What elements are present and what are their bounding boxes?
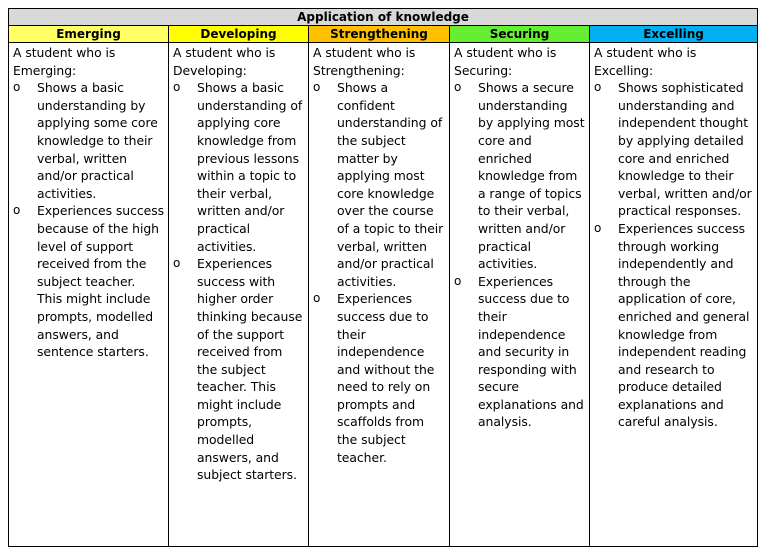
criteria-list: [313, 79, 445, 466]
bullet-marker: o: [313, 291, 321, 306]
bullet-marker: o: [13, 203, 21, 218]
level-header-excelling: Excelling: [590, 26, 758, 43]
criteria-list: [594, 79, 753, 431]
level-intro: A student who is Developing:: [173, 45, 276, 78]
level-description-excelling: [590, 43, 758, 547]
bullet-marker: o: [454, 273, 462, 288]
bullet-marker: o: [13, 80, 21, 95]
application-of-knowledge-table: [8, 8, 758, 547]
criteria-item: [313, 290, 445, 466]
bullet-marker: o: [594, 220, 602, 235]
level-header-row: [9, 26, 758, 43]
level-description-row: [9, 43, 758, 547]
criteria-item: [454, 273, 585, 431]
criteria-text: Shows a basic understanding of applying core knowledge from previous lessons within a topic to their verbal, written and/or practical activities.: [197, 80, 303, 254]
bullet-marker: o: [454, 80, 462, 95]
bullet-marker: o: [173, 256, 181, 271]
criteria-text: Shows a secure understanding by applying most core and enriched knowledge from a range of topics to their verbal, written and/or practical activities.: [478, 80, 585, 272]
criteria-text: Experiences success through working independently and through the application of core, enriched and general knowledge from independent reading and research to produce detailed explanations and careful analysis.: [618, 220, 750, 430]
level-description-developing: [169, 43, 309, 547]
criteria-item: [454, 79, 585, 273]
level-description-securing: [450, 43, 590, 547]
criteria-item: [594, 79, 753, 220]
criteria-text: Shows a basic understanding by applying some core knowledge to their verbal, written and/or practical activities.: [37, 80, 158, 201]
table-title: Application of knowledge: [9, 9, 758, 26]
bullet-marker: o: [594, 80, 602, 95]
level-description-strengthening: [309, 43, 450, 547]
title-row: [9, 9, 758, 26]
criteria-text: Experiences success due to their independence and security in responding with secure explanations and analysis.: [478, 273, 584, 430]
level-intro: A student who is Strengthening:: [313, 45, 416, 78]
criteria-item: [594, 220, 753, 431]
level-header-strengthening: Strengthening: [309, 26, 450, 43]
criteria-item: [13, 79, 164, 202]
criteria-text: Shows sophisticated understanding and independent thought by applying detailed core and enriched knowledge to their verbal, written and/or practical responses.: [618, 80, 752, 219]
criteria-text: Experiences success due to their independence and without the need to rely on prompts and scaffolds from the subject teacher.: [337, 291, 435, 465]
criteria-item: [173, 79, 304, 255]
bullet-marker: o: [313, 80, 321, 95]
criteria-list: [13, 79, 164, 361]
level-intro: A student who is Emerging:: [13, 45, 116, 78]
level-description-emerging: [9, 43, 169, 547]
criteria-list: [173, 79, 304, 484]
criteria-text: Experiences success with higher order thinking because of the support received from the subject teacher. This might include prompts, modelled answers, and subject starters.: [197, 256, 303, 483]
criteria-text: Shows a confident understanding of the subject matter by applying most core knowledge over the course of a topic to their verbal, written and/or practical activities.: [337, 80, 444, 289]
criteria-list: [454, 79, 585, 431]
bullet-marker: o: [173, 80, 181, 95]
criteria-item: [313, 79, 445, 290]
level-intro: A student who is Securing:: [454, 45, 557, 78]
criteria-item: [13, 202, 164, 360]
criteria-item: [173, 255, 304, 484]
level-intro: A student who is Excelling:: [594, 45, 697, 78]
level-header-securing: Securing: [450, 26, 590, 43]
level-header-emerging: Emerging: [9, 26, 169, 43]
criteria-text: Experiences success because of the high level of support received from the subject teacher. This might include prompts, modelled answers, and sentence starters.: [37, 203, 165, 360]
level-header-developing: Developing: [169, 26, 309, 43]
